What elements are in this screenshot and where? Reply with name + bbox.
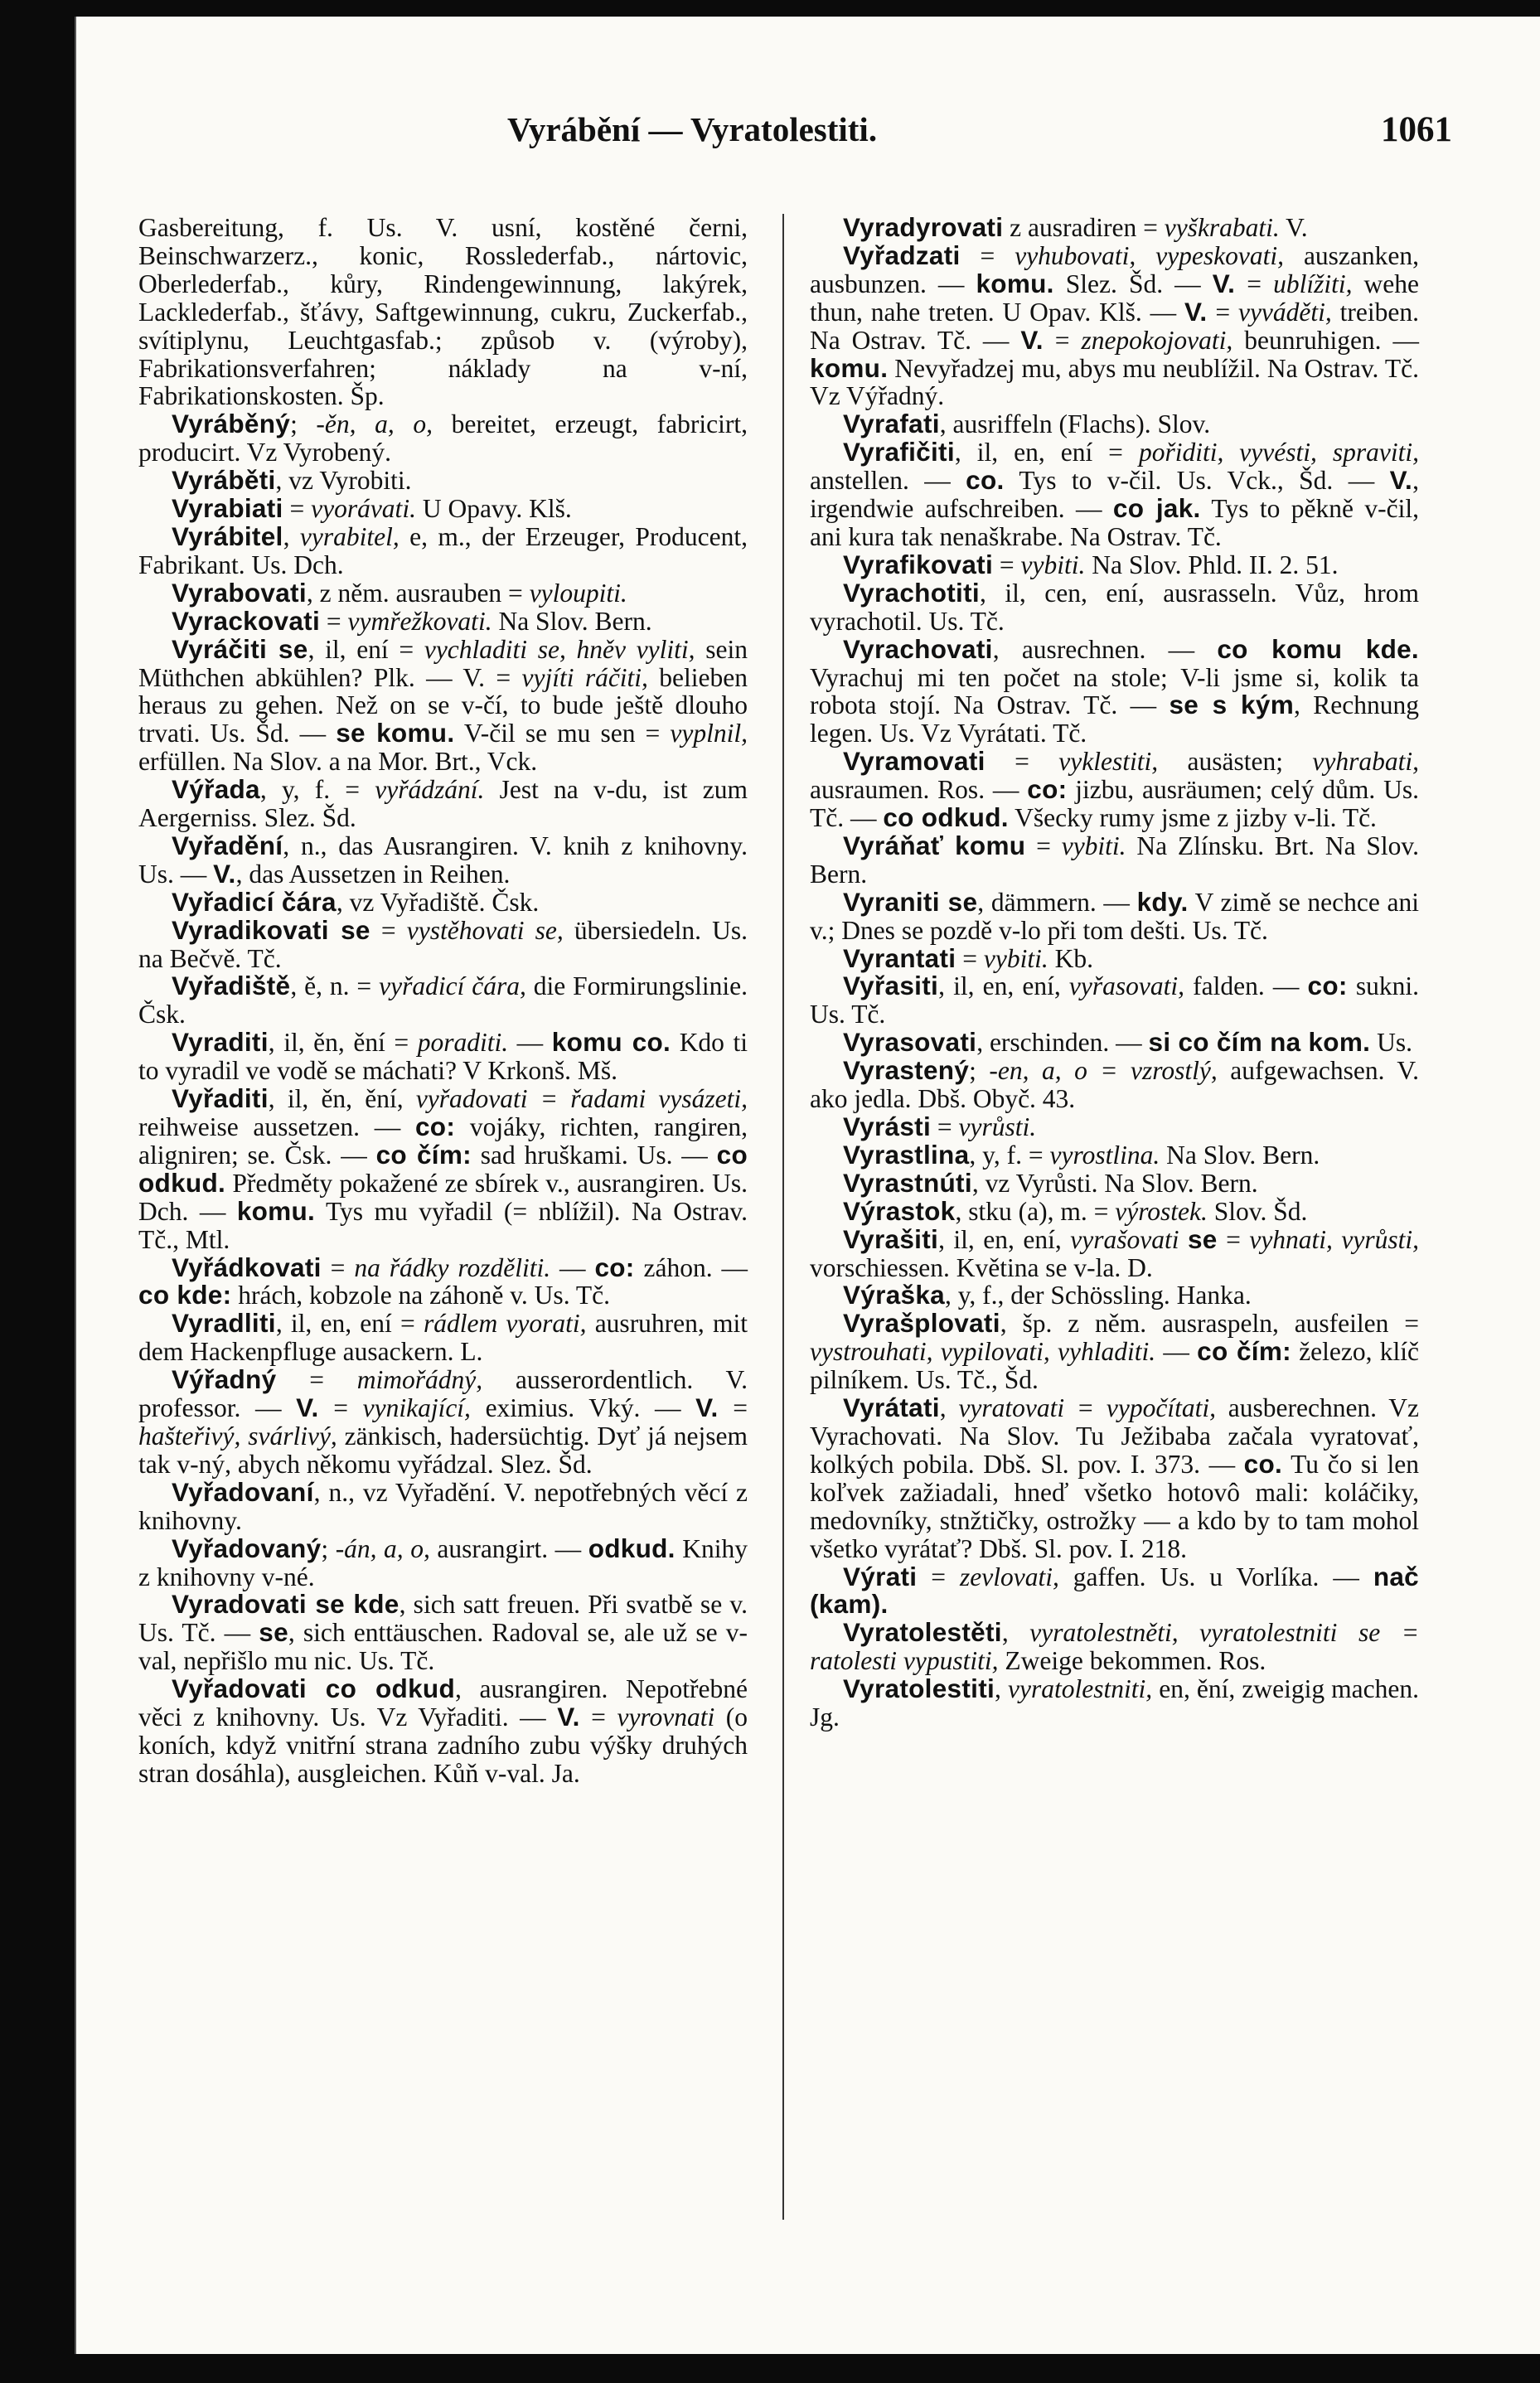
entry-headword: Vyráběný (172, 409, 291, 439)
entry-text: hrách, kobzole na záhoně v. Us. Tč. (231, 1281, 610, 1310)
entry-text: z ausradiren = (1003, 213, 1165, 242)
entry-text: eximius. Vký. — (470, 1393, 696, 1423)
entry-headword: Vyradliti (172, 1308, 276, 1339)
entry-headword: Vyratolestiti (843, 1673, 995, 1704)
entry-text: = (956, 943, 984, 973)
entry-text: , y, f. = (969, 1140, 1050, 1170)
entry-headword: V. (1389, 465, 1413, 496)
entry-headword: kdy. (1136, 886, 1189, 917)
entry-headword: komu. (810, 352, 889, 383)
entry-headword: Vyramovati (843, 746, 986, 777)
entry-text: Tys mu vyřadil (= nblížil). Na Ostrav. Tč., Mtl. (138, 1196, 748, 1254)
entry-text: , il, ěn, ění, (268, 1084, 416, 1114)
entry-text: , ausriffeln (Flachs). Slov. (939, 409, 1211, 439)
entry-text: , sich satt freuen. Při svatbě se v. Us. Tč. — (138, 1590, 748, 1648)
entry-text: die Formirungslinie. Čsk. (138, 971, 748, 1029)
entry-text: ; (290, 409, 317, 439)
entry-headword: co: (1307, 971, 1348, 1001)
entry-text: , il, cen, ení, ausrasseln. Vůz, hrom vyrachotil. Us. Tč. (810, 578, 1419, 636)
entry-headword: Výraška (843, 1280, 945, 1310)
dictionary-entry (138, 214, 748, 410)
entry-headword: Vyrantati (843, 942, 956, 973)
entry-text: Kdo ti to vyradil ve vodě se máchati? V Krkonš. Mš. (138, 1028, 748, 1086)
entry-text: železo, klíč pilníkem. Us. Tč., Šd. (810, 1337, 1419, 1395)
entry-italic-text: vyhubovati, vypeskovati, (1015, 240, 1285, 270)
entry-headword: komu. (236, 1195, 316, 1226)
entry-headword: Vyřadovaní (172, 1476, 314, 1507)
entry-text: , vz Vyrůsti. Na Slov. Bern. (971, 1168, 1258, 1198)
entry-headword: Vyřasiti (843, 971, 939, 1001)
entry-headword: Vyřádkovati (172, 1252, 322, 1282)
entry-headword: Vyráčiti se (172, 633, 308, 664)
entry-text: beunruhigen. — (1232, 325, 1419, 355)
entry-headword: Vyradyrovati (843, 212, 1004, 242)
entry-headword: Vyřadiště (172, 971, 291, 1001)
entry-text: ausrangirt. — (429, 1533, 588, 1563)
entry-text: = (283, 494, 312, 524)
entry-text: Tu čo si len koľvek zažiadali, hneď všetko hotovô mali: koláčiky, medovníky, stnžtičky, ostrožky — a kdo by to tam mohol všetko vyrátať? Dbš. Sl. pov. I. 218. (810, 1449, 1419, 1563)
entry-italic-text: ublížiti, (1273, 269, 1353, 298)
entry-text: = (579, 1702, 617, 1732)
dictionary-entry (810, 579, 1419, 636)
entry-italic-text: vyratolestněti, vyratolestniti se = ratolesti vypustiti, (810, 1618, 1420, 1676)
entry-text: Slez. Šd. — (1053, 269, 1213, 298)
entry-headword: Vyrábitel (172, 521, 283, 551)
entry-headword: Vyrasovati (843, 1027, 977, 1058)
entry-text: = (993, 550, 1021, 579)
entry-text: , il, en, ení, (938, 971, 1069, 1001)
dictionary-entry (810, 942, 1419, 973)
entry-text: Knihy z knihovny v-né. (138, 1533, 748, 1591)
entry-text: Předměty pokažené ze sbírek v., ausrangiren. Us. Dch. — (138, 1168, 748, 1226)
entry-headword: Výrastok (843, 1195, 956, 1226)
entry-text: , (939, 1393, 959, 1423)
entry-headword: Vyřadicí čára (172, 886, 337, 917)
dictionary-entry (810, 886, 1419, 945)
entry-italic-text: pořiditi, vyvésti, spraviti, (1138, 438, 1419, 467)
dictionary-entry (810, 1394, 1419, 1562)
entry-italic-text: výrostek. (1115, 1196, 1208, 1226)
entry-headword: co čím: (375, 1139, 472, 1170)
dictionary-entry (810, 1619, 1419, 1675)
entry-text: = (1043, 325, 1082, 355)
entry-headword: Vyrastený (843, 1055, 970, 1086)
dictionary-entry (138, 495, 748, 523)
entry-headword: Vyráběti (172, 465, 276, 496)
entry-headword: co odkud. (138, 1139, 748, 1198)
entry-text: záhon. — (634, 1252, 748, 1282)
entry-text: , vz Vyřadiště. Čsk. (336, 887, 540, 917)
entry-text: U Opavy. Klš. (415, 494, 572, 524)
entry-headword: Vyřaditi (172, 1083, 269, 1114)
dictionary-entry (810, 1029, 1419, 1057)
entry-italic-text: vychladiti se, hněv vyliti, (424, 634, 695, 664)
entry-text: = (985, 747, 1059, 777)
entry-headword: V. (557, 1702, 580, 1732)
entry-text: V zimě se nechce ani v.; Dnes se pozdě v-lo při tom dešti. Us. Tč. (810, 887, 1419, 945)
entry-text: Vyrachuj mi ten počet na stole; V-li jsme si, kolik ta robota stojí. Na Ostrav. Tč. — (810, 662, 1419, 720)
entry-text: Na Slov. Bern. (1160, 1140, 1320, 1170)
entry-italic-text: vybiti. (1061, 831, 1126, 860)
entry-headword: Vyrafikovati (843, 549, 994, 579)
entry-text: = (1235, 269, 1274, 298)
entry-text: übersiedeln. Us. na Bečvě. Tč. (138, 915, 748, 973)
entry-italic-text: -ěn, a, o, (316, 409, 433, 439)
dictionary-entry (810, 832, 1419, 889)
entry-italic-text: vyratovati = vypočítati, (958, 1393, 1217, 1423)
entry-italic-text: vybiti. (1020, 550, 1086, 579)
entry-text: vorschiessen. Květina se v-la. D. (810, 1252, 1153, 1282)
entry-text: V. (1279, 213, 1308, 242)
dictionary-entry (138, 1366, 748, 1479)
entry-headword: Vyřadění (172, 830, 283, 860)
entry-text: , das Aussetzen in Reihen. (235, 859, 511, 889)
entry-text: , erschinden. — (976, 1028, 1149, 1058)
entry-text: = (1207, 297, 1238, 327)
entry-text: , n., das Ausrangiren. V. knih z knihovny. Us. — (138, 831, 748, 889)
entry-headword: Vyřadovaný (172, 1533, 322, 1563)
entry-headword: Vyrastlina (843, 1139, 970, 1170)
entry-text: = (931, 1112, 959, 1141)
entry-italic-text: vyratolestniti, (1008, 1674, 1153, 1704)
dictionary-entry (138, 1535, 748, 1591)
entry-text: vojáky, richten, rangiren, aligniren; se. Čsk. — (138, 1112, 748, 1170)
entry-headword: Vyraniti se (843, 886, 978, 917)
entry-headword: V. (1212, 268, 1236, 298)
entry-italic-text: vystěhovati se, (406, 915, 564, 945)
dictionary-entry (138, 1591, 748, 1675)
entry-headword: Výřada (172, 774, 260, 805)
entry-text: , y, f. = (259, 775, 375, 805)
entry-text: falden. — (1184, 971, 1308, 1001)
entry-italic-text: hašteřivý, svárlivý, (138, 1421, 337, 1451)
entry-text: = (1025, 831, 1062, 860)
entry-text: Slov. Šd. (1207, 1196, 1308, 1226)
entry-text: ; (969, 1056, 990, 1086)
entry-headword: Výřadný (172, 1364, 277, 1395)
entry-text: , il, ení = (308, 634, 424, 664)
entry-text: , dämmern. — (977, 887, 1137, 917)
dictionary-entry (138, 467, 748, 495)
dictionary-page (75, 17, 1540, 2354)
entry-italic-text: -en, a, o = vzrostlý, (989, 1056, 1218, 1086)
entry-text: gaffen. Us. u Vorlíka. — (1058, 1562, 1373, 1591)
entry-headword: komu. (976, 268, 1054, 298)
entry-headword: Vyradovati se kde (172, 1589, 400, 1620)
entry-text: Tys to v-čil. Us. Vck., Šd. — (1004, 466, 1390, 496)
entry-headword: odkud. (588, 1533, 676, 1563)
entry-italic-text: vyrůsti. (958, 1112, 1037, 1141)
dictionary-entry (810, 242, 1419, 410)
entry-text: Všecky rumy jsme z jizby v-li. Tč. (1008, 803, 1377, 833)
entry-text: Us. (1370, 1028, 1412, 1058)
entry-text: Jest na v-du, ist zum Aergerniss. Slez. Šd. (138, 775, 748, 833)
entry-italic-text: vyrovnati (617, 1702, 715, 1732)
entry-text: erfüllen. Na Slov. a na Mor. Brt., Vck. (138, 747, 538, 777)
entry-italic-text: vymřežkovati. (347, 606, 492, 636)
entry-text: , ausrechnen. — (992, 634, 1218, 664)
entry-italic-text: mimořádný, (356, 1365, 483, 1395)
entry-text: Na Slov. Bern. (492, 606, 652, 636)
dictionary-entry (138, 1254, 748, 1310)
entry-headword: co. (966, 465, 1005, 496)
entry-text: sad hruškami. Us. — (471, 1140, 717, 1170)
entry-headword: Vyrastnúti (843, 1167, 972, 1198)
dictionary-entry (810, 1675, 1419, 1732)
entry-headword: V. (1020, 324, 1044, 355)
entry-italic-text: vybiti. (983, 943, 1048, 973)
dictionary-entry (810, 410, 1419, 438)
entry-italic-text: vyplnil, (670, 719, 748, 748)
entry-text: , il, ěn, ění = (268, 1028, 418, 1058)
entry-headword: co čím: (1197, 1336, 1291, 1367)
page-number: 1061 (1381, 110, 1452, 149)
entry-italic-text: vyjíti ráčiti, (521, 662, 648, 692)
dictionary-entry (138, 832, 748, 889)
entry-headword: Vyrabiati (172, 493, 283, 524)
entry-text: wehe thun, nahe treten. U Opav. Klš. — (810, 269, 1420, 327)
entry-headword: co: (1027, 774, 1068, 805)
dictionary-entry (810, 1310, 1419, 1394)
entry-text: bereitet, erzeugt, fabricirt, producirt. Vz Vyrobený. (138, 409, 748, 467)
entry-text: e, m., der Erzeuger, Producent, Fabrikant. Us. Dch. (138, 521, 748, 579)
entry-headword: Vyřadovati co odkud (172, 1673, 455, 1704)
entry-text: = (320, 606, 348, 636)
entry-text: treiben. Na Ostrav. Tč. — (810, 297, 1419, 355)
entry-text: Kb. (1048, 943, 1093, 973)
entry-headword: Vyrašiti (843, 1223, 939, 1254)
entry-text: , n., vz Vyřadění. V. nepotřebných věcí z knihovny. (138, 1477, 748, 1535)
entry-headword: co: (594, 1252, 635, 1282)
entry-headword: V. (1184, 296, 1208, 327)
entry-text: , stku (a), m. = (955, 1196, 1116, 1226)
entry-text: , z něm. ausrauben = (306, 578, 530, 608)
entry-headword: nač (kam). (810, 1561, 1419, 1620)
entry-text: jizbu, ausräumen; celý dům. Us. Tč. — (810, 775, 1419, 833)
entry-headword: Vyrafičiti (843, 437, 955, 467)
entry-headword: Vyřadzati (843, 240, 961, 270)
entry-headword: Vyrachotiti (843, 577, 980, 608)
dictionary-entry (138, 523, 748, 579)
entry-headword: Vyradikovati se (172, 914, 370, 945)
entry-headword: Vyrafati (843, 409, 940, 439)
entry-italic-text: vyhnati, vyrůsti, (1249, 1224, 1420, 1254)
dictionary-entry (138, 776, 748, 832)
entry-headword: Vyraditi (172, 1027, 269, 1058)
entry-text: , šp. z něm. ausraspeln, ausfeilen = (1000, 1309, 1419, 1339)
entry-text: aufgewachsen. V. ako jedla. Dbš. Obyč. 43. (810, 1056, 1419, 1114)
entry-text: ausberechnen. Vz Vyrachovati. Na Slov. Tu Ježibaba začala vyratovať, kolkých pobila. Dbš. Sl. pov. I. 373. — (810, 1393, 1419, 1479)
entry-text: en, ění, zweigig machen. Jg. (810, 1674, 1419, 1732)
entry-text: — (550, 1252, 595, 1282)
entry-headword: Vyrabovati (172, 577, 307, 608)
entry-italic-text: vyřadicí čára, (379, 971, 526, 1001)
entry-italic-text: vyrostlina. (1049, 1140, 1160, 1170)
column-divider (782, 214, 784, 2220)
entry-text: — (508, 1028, 552, 1058)
entry-headword: se s kým (1169, 690, 1295, 720)
entry-headword: Vyrachovati (843, 633, 993, 664)
dictionary-entry (810, 1113, 1419, 1141)
entry-text: , il, en, ení = (954, 438, 1139, 467)
running-title: Vyrábění — Vyratolestiti. (507, 110, 878, 148)
entry-text: = (1217, 1224, 1250, 1254)
entry-text: ausraumen. Ros. — (810, 775, 1028, 805)
entry-italic-text: znepokojovati, (1081, 325, 1233, 355)
entry-text: belieben heraus zu gehen. Než on se v-čí, to bude ještě dlouho trvati. Us. Šd. — (138, 662, 748, 748)
entry-headword: se (1187, 1223, 1218, 1254)
entry-italic-text: vyrabitel, (299, 521, 400, 551)
entry-text: auszanken, ausbunzen. — (810, 240, 1419, 298)
entry-italic-text: poraditi. (417, 1028, 509, 1058)
entry-text: V-čil se mu sen = (454, 719, 671, 748)
entry-italic-text: vyváděti, (1237, 297, 1332, 327)
entry-headword: se (259, 1617, 288, 1648)
entry-text: , ě, n. = (290, 971, 380, 1001)
entry-headword: co komu kde. (1217, 633, 1419, 664)
dictionary-entry (810, 1223, 1420, 1282)
entry-headword: co kde: (138, 1280, 232, 1310)
entry-text (1179, 1225, 1188, 1254)
entry-headword: co odkud. (883, 802, 1009, 833)
entry-headword: se komu. (336, 718, 455, 748)
entry-text: reihweise aussetzen. — (138, 1112, 415, 1141)
entry-text: = (718, 1393, 748, 1423)
entry-headword: si co čím na kom. (1148, 1027, 1371, 1058)
entry-text: — (1155, 1337, 1198, 1367)
entry-headword: co jak. (1112, 493, 1201, 524)
entry-text: = (960, 240, 1015, 270)
dictionary-entry (138, 1029, 748, 1085)
entry-text: Tys to pěkně v-čil, ani kura tak nenaškrabe. Na Ostrav. Tč. (810, 494, 1419, 551)
entry-italic-text: rádlem vyorati, (423, 1309, 587, 1339)
entry-headword: V. (213, 858, 236, 889)
dictionary-entry (138, 410, 748, 467)
entry-text: (o koních, když vnitřní strana zadního zubu výšky druhých stran dosáhla), ausgleichen. Kůň v-val. Ja. (138, 1702, 748, 1788)
right-column (810, 214, 1419, 1732)
dictionary-entry (810, 633, 1419, 748)
dictionary-entry (810, 551, 1419, 579)
entry-text: = (321, 1252, 355, 1282)
dictionary-entry (138, 1476, 748, 1535)
dictionary-entry (810, 972, 1419, 1029)
entry-text: , il, en, ení = (275, 1309, 424, 1339)
page-header (76, 109, 1485, 167)
dictionary-entry (138, 972, 748, 1029)
entry-text: anstellen. — (810, 466, 966, 496)
entry-italic-text: vyloupiti. (529, 578, 627, 608)
entry-text: = (917, 1562, 960, 1591)
entry-text: , ausrangiren. Nepotřebné věci z knihovny. Us. Vz Vyřaditi. — (138, 1674, 748, 1732)
entry-italic-text: vyklestiti, (1058, 747, 1159, 777)
entry-text: = (276, 1365, 357, 1395)
entry-italic-text: vyřadovati = řadami vysázeti, (415, 1084, 748, 1114)
entry-headword: co. (1243, 1448, 1283, 1479)
entry-italic-text: vyrašovati (1070, 1224, 1179, 1254)
entry-text: ausruhren, mit dem Hackenpfluge ausackern. L. (138, 1309, 748, 1367)
entry-text: sukni. Us. Tč. (810, 971, 1419, 1029)
entry-headword: Vyratolestěti (843, 1617, 1002, 1648)
entry-text: , (995, 1674, 1009, 1704)
dictionary-entry (138, 1675, 748, 1788)
entry-text: ; (321, 1533, 336, 1563)
entry-headword: komu co. (551, 1027, 671, 1058)
entry-text: , il, en, ení, (938, 1224, 1071, 1254)
entry-headword: Vyrackovati (172, 605, 320, 636)
entry-italic-text: -án, a, o, (335, 1533, 430, 1563)
entry-headword: V. (296, 1393, 319, 1423)
entry-italic-text: vystrouhati, vypilovati, vyhladiti. (810, 1337, 1156, 1367)
entry-italic-text: zevlovati, (960, 1562, 1059, 1591)
entry-text: = (318, 1393, 363, 1423)
entry-text: sein Müthchen abkühlen? Plk. — V. = (138, 634, 748, 692)
entry-italic-text: na řádky rozděliti. (354, 1252, 551, 1282)
entry-text: , y, f., der Schössling. Hanka. (944, 1281, 1252, 1310)
dictionary-entry (138, 914, 748, 973)
entry-headword: Výrati (843, 1561, 918, 1591)
entry-text: , (1001, 1618, 1030, 1648)
entry-text: ausserordentlich. V. professor. — (138, 1365, 748, 1423)
dictionary-entry (810, 214, 1419, 242)
entry-text: Nevyřadzej mu, abys mu neublížil. Na Ostrav. Tč. Vz Výřadný. (810, 353, 1419, 411)
dictionary-entry (138, 605, 748, 636)
entry-text: , sich enttäuschen. Radoval se, ale už se v-val, nepřišlo mu nic. Us. Tč. (138, 1618, 748, 1676)
entry-italic-text: vyorávati. (311, 494, 416, 524)
entry-text: , vz Vyrobiti. (275, 466, 412, 496)
dictionary-entry (138, 1310, 748, 1366)
entry-italic-text: vyškrabati. (1164, 213, 1280, 242)
entry-text: , irgendwie aufschreiben. — (810, 466, 1419, 524)
entry-italic-text: vynikající, (362, 1393, 471, 1423)
dictionary-entry (810, 1281, 1419, 1310)
dictionary-entry (810, 1195, 1419, 1226)
entry-headword: Vyrašplovati (843, 1308, 1000, 1339)
entry-headword: co: (414, 1112, 456, 1141)
dictionary-entry (138, 579, 748, 608)
dictionary-entry (138, 886, 748, 917)
dictionary-entry (810, 1167, 1419, 1198)
entry-headword: Vyrásti (843, 1112, 931, 1141)
dictionary-entry (138, 1085, 748, 1253)
dictionary-entry (810, 1057, 1419, 1113)
dictionary-entry (810, 438, 1419, 551)
entry-text: , Rechnung legen. Us. Vz Vyrátati. Tč. (810, 690, 1419, 748)
entry-text: zänkisch, hadersüchtig. Dyť já nejsem tak v-ný, abych někomu vyřádzal. Slez. Šd. (138, 1421, 748, 1479)
left-column (138, 214, 748, 1788)
entry-text: ausästen; (1158, 747, 1313, 777)
entry-headword: Vyráňať komu (843, 830, 1026, 860)
entry-italic-text: vyřádzání. (375, 775, 485, 805)
dictionary-entry (138, 633, 748, 777)
dictionary-entry (810, 1563, 1419, 1620)
entry-text: Gasbereitung, f. Us. V. usní, kostěné černi, Beinschwarzerz., konic, Rosslederfab., nártovic, Oberlederfab., kůry, Rindengewinnung, lakýrek, Lacklederfab., šťávy, Saftgewinnung, cukru, Zuckerfab., svítiplynu, Leuchtgasfab.; způsob v. (výroby), Fabrikationsverfahren; náklady na v-ní, Fabrikationskosten. Šp. (138, 213, 748, 411)
entry-text: = (370, 915, 407, 945)
dictionary-entry (810, 1141, 1419, 1170)
entry-text: Na Slov. Phld. II. 2. 51. (1085, 550, 1339, 579)
entry-headword: V. (695, 1393, 719, 1423)
entry-text: , (283, 521, 300, 551)
entry-italic-text: vyřasovati, (1068, 971, 1184, 1001)
entry-text: Na Zlínsku. Brt. Na Slov. Bern. (810, 831, 1419, 889)
dictionary-entry (810, 748, 1419, 832)
entry-italic-text: vyhrabati, (1312, 747, 1419, 777)
entry-text: Zweige bekommen. Ros. (998, 1646, 1266, 1676)
entry-headword: Vyrátati (843, 1393, 940, 1423)
